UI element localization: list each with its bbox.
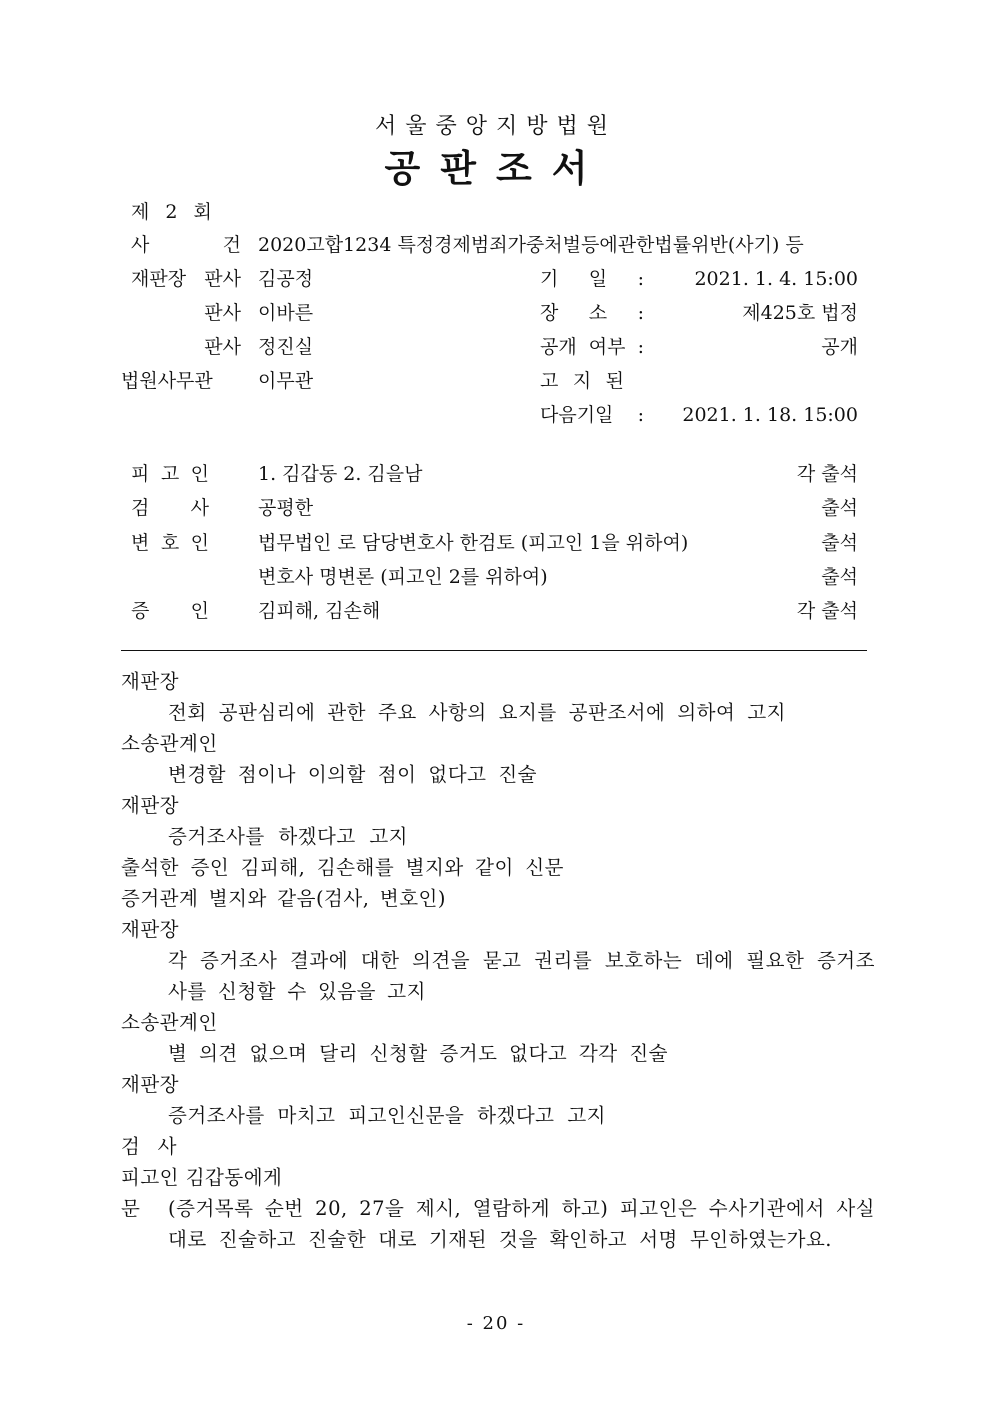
next-date-value: 2021. 1. 18. 15:00	[682, 404, 858, 426]
speaker-line: 검 사	[121, 1135, 177, 1158]
session-number: 제 2 회	[131, 201, 217, 223]
witness-value: 김피해, 김손해	[258, 600, 381, 622]
statement-line: 변경할 점이나 이의할 점이 없다고 진술	[168, 763, 537, 786]
speaker-line: 소송관계인	[121, 1011, 218, 1034]
defendant-value: 1. 김갑동 2. 김을남	[258, 463, 423, 485]
public-value: 공개	[821, 336, 858, 358]
case-label: 사 건	[131, 234, 241, 256]
speaker-line: 재판장	[121, 1073, 180, 1096]
counsel-1: 법무법인 로 담당변호사 한검토 (피고인 1을 위하여)	[258, 532, 689, 554]
question-line: (증거목록 순번 20, 27을 제시, 열람하게 하고) 피고인은 수사기관에서 사실	[168, 1197, 875, 1220]
clerk-role: 법원사무관	[121, 370, 213, 392]
place-value: 제425호 법정	[742, 302, 858, 324]
defendant-label: 피 고 인	[131, 463, 209, 485]
notified-label: 고 지 된	[540, 370, 624, 392]
court-name: 서울중앙지방법원	[374, 114, 618, 139]
prosecutor-status: 출석	[821, 497, 858, 519]
date-value: 2021. 1. 4. 15:00	[694, 268, 858, 290]
judge-name: 이바른	[258, 302, 314, 324]
counsel-1-status: 출석	[821, 532, 858, 554]
record-line: 피고인 김갑동에게	[121, 1166, 283, 1189]
section-divider	[121, 650, 867, 651]
document-title: 공판조서	[384, 146, 608, 190]
statement-line: 사를 신청할 수 있음을 고지	[168, 980, 426, 1003]
speaker-line: 재판장	[121, 670, 180, 693]
prosecutor-value: 공평한	[258, 497, 314, 519]
judge-role: 판사	[204, 336, 241, 358]
place-label: 장 소 :	[540, 302, 644, 324]
date-label: 기 일 :	[540, 268, 644, 290]
statement-line: 각 증거조사 결과에 대한 의견을 묻고 권리를 보호하는 데에 필요한 증거조	[168, 949, 875, 972]
defendant-status: 각 출석	[796, 463, 858, 485]
counsel-label: 변 호 인	[131, 532, 209, 554]
counsel-2-status: 출석	[821, 566, 858, 588]
judge-name: 정진실	[258, 336, 314, 358]
next-date-label: 다음기일 :	[540, 404, 644, 426]
judge-role: 재판장 판사	[131, 268, 241, 290]
speaker-line: 재판장	[121, 918, 180, 941]
case-value: 2020고합1234 특정경제범죄가중처벌등에관한법률위반(사기) 등	[258, 234, 804, 256]
speaker-line: 재판장	[121, 794, 180, 817]
public-label: 공개 여부 :	[540, 336, 644, 358]
speaker-line: 소송관계인	[121, 732, 218, 755]
question-label: 문	[121, 1197, 141, 1220]
question-line: 대로 진술하고 진술한 대로 기재된 것을 확인하고 서명 무인하였는가요.	[168, 1228, 832, 1251]
prosecutor-label: 검 사	[131, 497, 209, 519]
judge-name: 김공정	[258, 268, 314, 290]
record-line: 증거관계 별지와 같음(검사, 변호인)	[121, 887, 446, 910]
record-line: 출석한 증인 김피해, 김손해를 별지와 같이 신문	[121, 856, 564, 879]
statement-line: 전회 공판심리에 관한 주요 사항의 요지를 공판조서에 의하여 고지	[168, 701, 786, 724]
statement-line: 증거조사를 하겠다고 고지	[168, 825, 408, 848]
statement-line: 증거조사를 마치고 피고인신문을 하겠다고 고지	[168, 1104, 606, 1127]
counsel-2: 변호사 명변론 (피고인 2를 위하여)	[258, 566, 548, 588]
witness-label: 증 인	[131, 600, 209, 622]
judge-role: 판사	[204, 302, 241, 324]
page-number: - 20 -	[466, 1313, 526, 1334]
witness-status: 각 출석	[796, 600, 858, 622]
statement-line: 별 의견 없으며 달리 신청할 증거도 없다고 각각 진술	[168, 1042, 668, 1065]
clerk-name: 이무관	[258, 370, 314, 392]
